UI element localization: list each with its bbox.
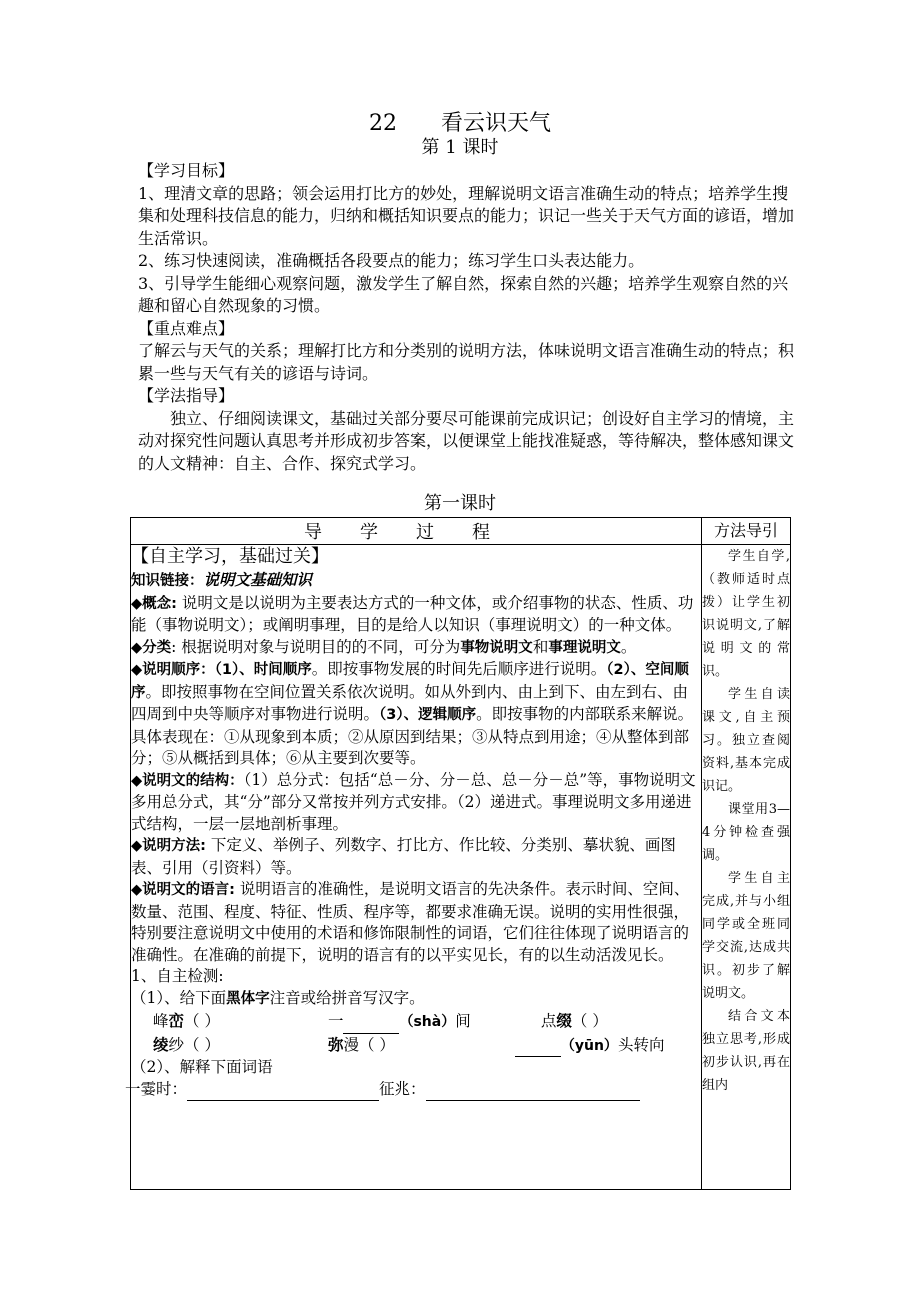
side-note-4: 学生自主完成,并与小组同学或全班同学交流,达成共识。初步了解说明文。 [702,871,790,1001]
keypoints-text: 了解云与天气的关系；理解打比方和分类别的说明方法，体味说明文语言准确生动的特点；积累一些与天气有关的谚语与诗词。 [138,341,795,383]
question-2: （2）、解释下面词语 [131,1058,273,1076]
exercise-item [153,1010,323,1033]
exercise-row-2 [131,1034,701,1058]
order-label-2: （2）、空间顺序 [131,662,689,701]
goal-item-3: 3、引导学生能细心观察问题，激发学生了解自然，探索自然的兴趣；培养学生观察自然的兴趣和留心自然现象的习惯。 [138,273,789,315]
structure-paragraph [131,770,701,836]
pinyin: （yūn） [560,1037,618,1054]
exercise-bold-char: 绫 [153,1034,169,1054]
exercise-char: 漫 [343,1035,359,1054]
answer-blank[interactable]: （ ） [184,1035,220,1054]
goals-heading: 【学习目标】 [138,161,235,180]
exercise-row-1 [131,1010,701,1034]
classification-paragraph [131,637,701,660]
term-2-blank[interactable] [426,1079,640,1102]
exercise-char: 间 [455,1012,471,1030]
structure-label: ◆说明文的结构： [131,772,244,789]
exercise-char: 一 [327,1012,344,1030]
method-heading: 【学法指导】 [138,386,235,405]
classification-text: : 根据说明对象与说明目的的不同，可分为 [171,637,461,656]
question-1-pre: （1）、给下面 [131,988,227,1007]
side-note-3: 课堂用3—4分钟检查强调。 [702,802,790,863]
classification-connector: 和 [532,637,549,656]
answer-blank[interactable]: （ ） [571,1012,608,1030]
exercise-char: 点 [540,1012,557,1030]
methods-label: ◆说明方法: [131,838,206,854]
goal-item-1: 1、理清文章的思路；领会运用打比方的妙处，理解说明文语言准确生动的特点；培养学生搜集和处理科技信息的能力，归纳和概括知识要点的能力；识记一些关于天气方面的谚语，增加生活常识。 [138,183,795,248]
exercise-item [515,1035,665,1058]
exercise-item [153,1034,323,1057]
exercise-bold-char: 缀 [556,1011,572,1030]
method-text: 独立、仔细阅读课文，基础过关部分要尽可能课前完成识记；创设好自主学习的情境，主动对探究性问题认真思考并形成初步答案，以便课堂上能找准疑惑，等待解决，整体感知课文的人文精神：自主、合作、探究式学习。 [138,408,795,473]
exercise-char: 峰 [153,1012,169,1030]
section-title: 【自主学习，基础过关】 [131,546,329,567]
structure-text: （1）总分式：包括“总－分、分－总、总－分－总”等，事物说明文多用总分式，其“分”部分又常按并列方式安排。（2）递进式。事理说明文多用递进式结构，一层一层地剖析事理。 [131,770,696,833]
classification-type-2: 事理说明文 [548,639,621,656]
methods-text: 下定义、举例子、列数字、打比方、作比较、分类别、摹状貌、画图表、引用（引资料）等。 [131,836,676,877]
keypoints-heading: 【重点难点】 [138,318,235,338]
order-text-1: 。即按事物发展的时间先后顺序进行说明。 [311,660,607,678]
intro-section [138,160,794,475]
classification-end: 。 [620,637,637,656]
question-1-post: 注音或给拼音写汉字。 [269,988,425,1007]
answer-blank[interactable]: （ ） [358,1035,395,1054]
question-1-bold: 黑体字 [226,990,270,1007]
classification-type-1: 事物说明文 [460,639,533,656]
term-2: 征兆： [379,1079,426,1098]
side-note-1: 学生自学,（教师适时点拨）让学生初识说明文,了解说明文的常识。 [702,549,790,679]
side-note-5: 结合文本独立思考,形成初步认识,再在组内 [702,1009,790,1093]
exercise-char: 头转向 [617,1035,665,1054]
lesson-caption: 第一课时 [424,493,496,514]
language-text: 说明语言的准确性，是说明文语言的先决条件。表示时间、空间、数量、范围、程度、特征、性质、程序等，都要求准确无误。说明的实用性很强，特别要注意说明文中使用的术语和修饰限制性的词语，它们往往体现了说明语言的准确性。在准确的前提下，说明的语言有的以平实见长，有的以生动活泼见长。 [131,880,690,964]
header-method-guide: 方法导引 [702,518,791,545]
side-note-2: 学生自读课文,自主预习。独立查阅资料,基本完成识记。 [702,687,790,794]
language-label: ◆说明文的语言: [131,882,235,898]
method-guide-column [702,545,791,1190]
methods-paragraph [131,835,701,879]
header-process: 导学过程 [131,518,702,545]
exercise-bold-char: 峦 [168,1011,185,1030]
lesson-number: 22 [368,111,397,136]
pinyin: （shà） [399,1014,456,1030]
knowledge-link-value: 说明文基础知识 [203,570,313,589]
exercise-item [541,1010,608,1033]
process-content [125,545,702,1190]
lesson-title-text: 看云识天气 [440,111,551,136]
exercise-char: 纱 [168,1035,185,1054]
self-test-heading: 1、自主检测: [131,967,224,985]
order-text-3: 。即按事物的内部联系来解说。具体表现在：①从现象到本质；②从原因到结果；③从特点到用途；④从整体到部分；⑤从概括到具体；⑥从主要到次要等。 [131,705,694,767]
knowledge-link-label: 知识链接： [131,573,204,589]
guide-table [125,517,791,1190]
language-paragraph [131,879,701,966]
concept-label: ◆概念: [131,595,177,612]
exercise-item [328,1011,536,1034]
concept-text: 说明文是以说明为主要表达方式的一种文体，或介绍事物的状态、性质、功能（事物说明文）；或阐明事理，目的是给人以知识（事理说明文）的一种文体。 [131,593,694,634]
term-row [125,1079,701,1102]
order-paragraph [131,659,701,770]
exercise-item [328,1034,510,1057]
answer-blank[interactable] [515,1035,561,1058]
question-1 [131,988,701,1011]
classification-label: ◆分类 [131,639,172,656]
goal-item-2: 2、练习快速阅读，准确概括各段要点的能力；练习学生口头表达能力。 [138,251,645,270]
exercise-bold-char: 弥 [327,1034,344,1054]
concept-paragraph [131,593,701,637]
lesson-subtitle: 第 1 课时 [421,137,499,158]
order-label: ◆说明顺序：（1）、时间顺序 [131,662,312,678]
term-1-blank[interactable] [187,1079,379,1102]
term-1: 一霎时： [125,1079,188,1098]
table-header-row [131,518,791,545]
order-label-3: （3）、逻辑顺序 [379,707,477,723]
table-body-row [131,545,791,1190]
knowledge-link [131,569,701,593]
answer-blank[interactable] [343,1011,399,1034]
lesson-title [0,110,920,138]
answer-blank[interactable]: （ ） [184,1012,220,1030]
order-text-2: 。即按照事物在空间位置关系依次说明。如从外到内、由上到下、由左到右、由四周到中央等顺序对事物进行说明。 [131,682,689,723]
